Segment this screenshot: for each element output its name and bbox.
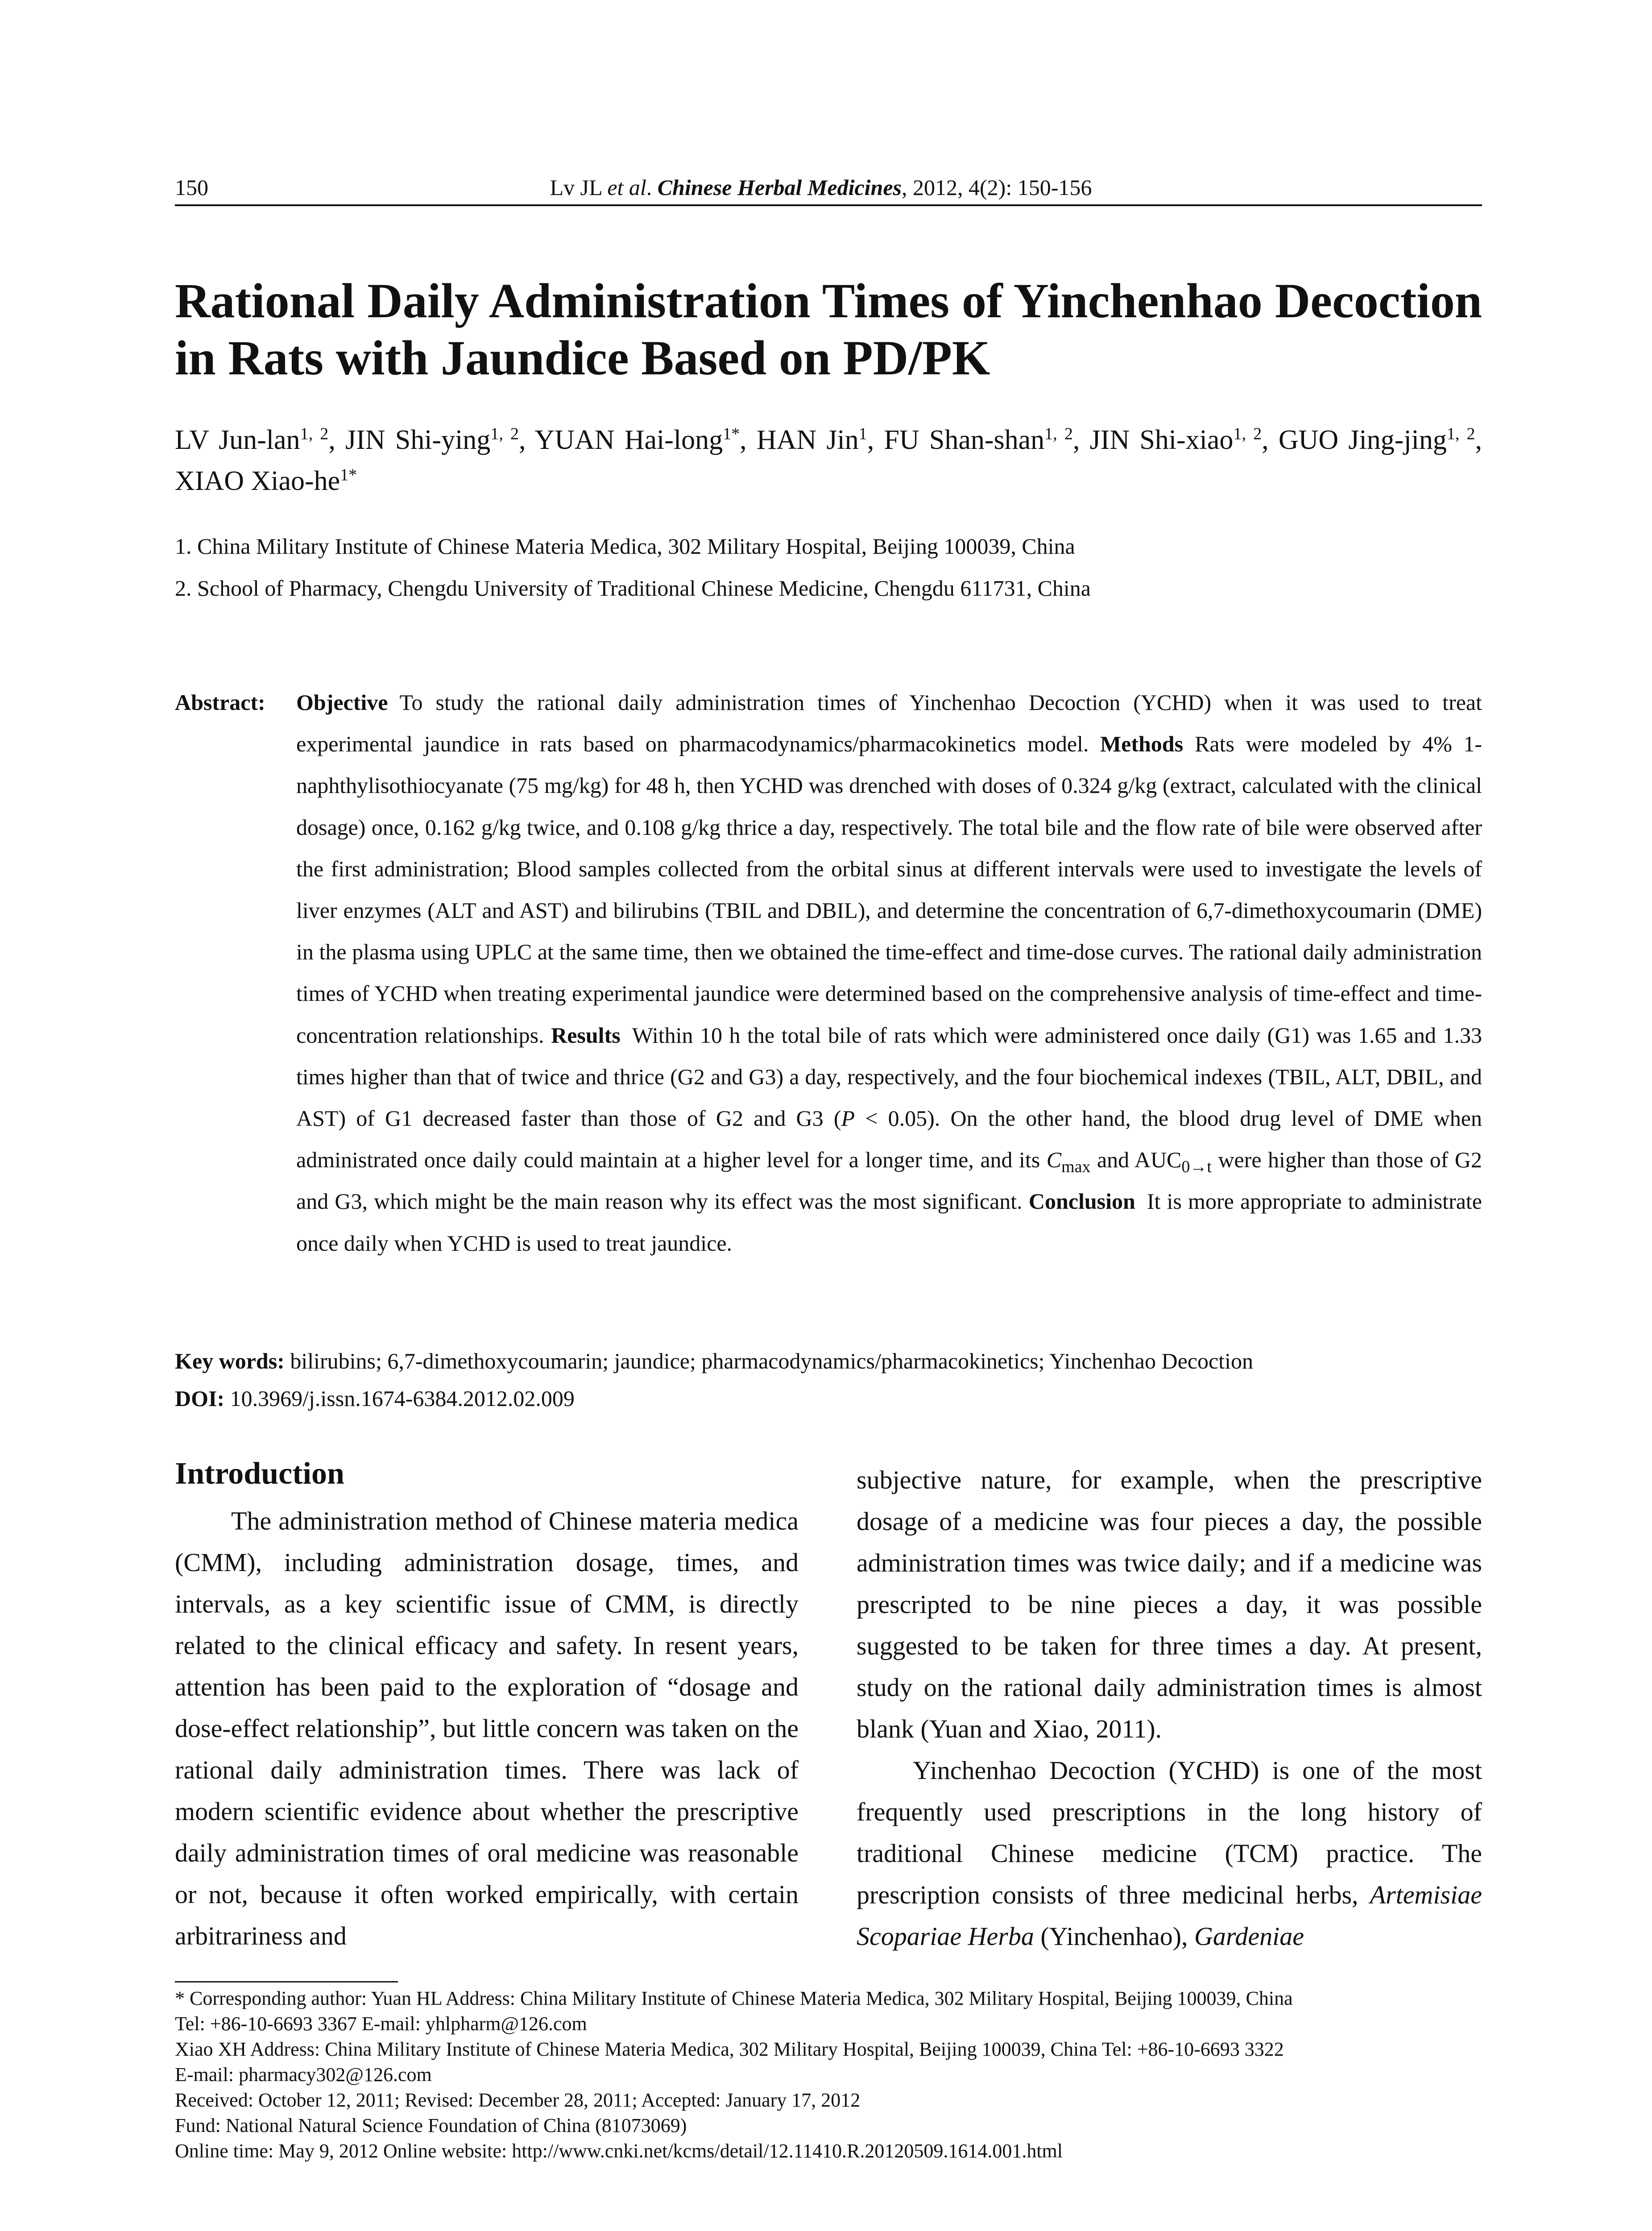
- keywords: [175, 1343, 1482, 1379]
- conclusion-label: Conclusion: [1028, 1189, 1135, 1214]
- intro-paragraph-2: [857, 1750, 1482, 1957]
- author-name: YUAN Hai-long: [534, 425, 723, 455]
- affiliation-1: 1. China Military Institute of Chinese Materia Medica, 302 Military Hospital, Beijing 100039, China: [175, 534, 1075, 559]
- author-name: FU Shan-shan: [884, 425, 1045, 455]
- intro-paragraph-1-cont: subjective nature, for example, when the prescriptive dosage of a medicine was four pieces a day, the possible administration times was twice daily; and if a medicine was prescripted to be nine pieces a day, it was possible suggested to be taken for three times a day. At present, study on the rational daily administration times is almost blank (Yuan and Xiao, 2011).: [857, 1465, 1482, 1743]
- keywords-text: bilirubins; 6,7-dimethoxycoumarin; jaundice; pharmacodynamics/pharmacokinetics; Yinchenhao Decoction: [284, 1348, 1253, 1373]
- methods-text: Rats were modeled by 4% 1-naphthylisothiocyanate (75 mg/kg) for 48 h, then YCHD was drenched with doses of 0.324 g/kg (extract, calculated with the clinical dosage) once, 0.162 g/kg twice, and 0.108 g/kg thrice a day, respectively. The total bile and the flow rate of bile were observed after the first administration; Blood samples collected from the orbital sinus at different intervals were used to investigate the levels of liver enzymes (ALT and AST) and bilirubins (TBIL and DBIL), and determine the concentration of 6,7-dimethoxycoumarin (DME) in the plasma using UPLC at the same time, then we obtained the time-effect and time-dose curves. The rational daily administration times of YCHD when treating experimental jaundice were determined based on the comprehensive analysis of time-effect and time-concentration relationships.: [296, 731, 1482, 1048]
- citation-dot: .: [646, 175, 658, 200]
- cmax-subscript: max: [1061, 1157, 1091, 1177]
- abstract-body: [296, 682, 1482, 1264]
- page-number: 150: [175, 175, 208, 200]
- citation-authors: Lv JL: [550, 175, 608, 200]
- keywords-label: Key words:: [175, 1348, 285, 1373]
- affiliation-2: 2. School of Pharmacy, Chengdu University of Traditional Chinese Medicine, Chengdu 611731, China: [175, 576, 1091, 601]
- results-text-2: < 0.05). On the other hand, the blood drug level of DME when administrated once daily could maintain at a higher level for a longer time, and its: [296, 1106, 1482, 1173]
- objective-text: To study the rational daily administration times of Yinchenhao Decoction (YCHD) when it was used to treat experimental jaundice in rats based on pharmacodynamics/pharmacokinetics model.: [296, 690, 1482, 757]
- author-affiliation-marker: 1, 2: [1044, 424, 1073, 444]
- citation-rest: , 2012, 4(2): 150-156: [902, 175, 1092, 200]
- footnote-contact-1: Tel: +86-10-6693 3367 E-mail: yhlpharm@126.com: [175, 2013, 587, 2035]
- author-affiliation-marker: 1*: [723, 424, 740, 444]
- results-label: Results: [551, 1022, 621, 1048]
- doi: [175, 1381, 1482, 1416]
- footnote-contact-2: E-mail: pharmacy302@126.com: [175, 2064, 432, 2086]
- results-text-3: and AUC: [1090, 1147, 1182, 1173]
- author-name: XIAO Xiao-he: [175, 466, 340, 496]
- footnote-fund: Fund: National Natural Science Foundation of China (81073069): [175, 2115, 687, 2136]
- right-column: [857, 1459, 1482, 1957]
- author-name: HAN Jin: [756, 425, 859, 455]
- intro-paragraph-2-text: Yinchenhao Decoction (YCHD) is one of the most frequently used prescriptions in the long history of traditional Chinese medicine (TCM) practice. The prescription consists of three medicinal herbs,: [857, 1756, 1482, 1909]
- introduction-heading: Introduction: [175, 1456, 344, 1491]
- left-column: [175, 1500, 799, 1957]
- auc-subscript: 0→t: [1181, 1157, 1212, 1177]
- author-affiliation-marker: 1, 2: [490, 424, 519, 444]
- doi-label: DOI:: [175, 1386, 225, 1411]
- abstract-label: Abstract:: [175, 690, 265, 715]
- author-affiliation-marker: 1: [858, 424, 867, 444]
- author-name: LV Jun-lan: [175, 425, 300, 455]
- footnote-dates: Received: October 12, 2011; Revised: December 28, 2011; Accepted: January 17, 2012: [175, 2089, 861, 2111]
- footnote-rule: [175, 1981, 398, 1982]
- doi-text: 10.3969/j.issn.1674-6384.2012.02.009: [224, 1386, 575, 1411]
- results-p-symbol: P: [841, 1106, 855, 1131]
- author-name: JIN Shi-ying: [345, 425, 491, 455]
- author-list: LV Jun-lan$^{1, 2}$, JIN Shi-ying$^{1, 2}$, YUAN Hai-long$^{1*}$, HAN Jin$^1$, FU Shan-shan$^{1, 2}$, JIN Shi-xiao$^{1, 2}$, GUO Jing-jing$^{1, 2}$, XIAO Xiao-$he^{1*}$: [175, 424, 1482, 496]
- objective-label: Objective: [296, 690, 388, 715]
- header-rule: [175, 204, 1482, 206]
- footnote-corresponding-author: * Corresponding author: Yuan HL Address: China Military Institute of Chinese Materia Medica, 302 Military Hospital, Beijing 100039, China: [175, 1987, 1293, 2009]
- methods-label: Methods: [1100, 731, 1184, 757]
- intro-paragraph-1: The administration method of Chinese materia medica (CMM), including administration dosage, times, and intervals, as a key scientific issue of CMM, is directly related to the clinical efficacy and safety. In resent years, attention has been paid to the exploration of “dosage and dose-effect relationship”, but little concern was taken on the rational daily administration times. There was lack of modern scientific evidence about whether the prescriptive daily administration times of oral medicine was reasonable or not, because it often worked empirically, with certain arbitrariness and: [175, 1506, 799, 1950]
- article-title: Rational Daily Administration Times of Yinchenhao Decoction in Rats with Jaundice Based on PD/PK: [175, 274, 1482, 385]
- footnote-author-2: Xiao XH Address: China Military Institute of Chinese Materia Medica, 302 Military Hospital, Beijing 100039, China Tel: +86-10-6693 3322: [175, 2038, 1284, 2060]
- intro-paragraph-2-text-2: (Yinchenhao),: [1034, 1922, 1195, 1951]
- running-header: [509, 173, 1133, 202]
- author-affiliation-marker: 1, 2: [1233, 424, 1262, 444]
- author-affiliation-marker: 1, 2: [300, 424, 329, 444]
- author-name: GUO Jing-jing: [1278, 425, 1447, 455]
- author-name: JIN Shi-xiao: [1089, 425, 1234, 455]
- citation-etal: et al: [607, 175, 646, 200]
- journal-name: Chinese Herbal Medicines: [657, 175, 902, 200]
- results-text-4: were higher than those of G2 and G3, which might be the main reason why its effect was the most significant.: [296, 1147, 1482, 1214]
- results-text: Within 10 h the total bile of rats which were administered once daily (G1) was 1.65 and 1.33 times higher than that of twice and thrice (G2 and G3) a day, respectively, and the four biochemical indexes (TBIL, ALT, DBIL, and AST) of G1 decreased faster than those of G2 and G3 (: [296, 1022, 1482, 1131]
- author-affiliation-marker: 1*: [340, 465, 357, 485]
- herb-name-latin-2: Gardeniae: [1194, 1922, 1304, 1951]
- author-affiliation-marker: 1, 2: [1446, 424, 1475, 444]
- footnote-online: Online time: May 9, 2012 Online website: http://www.cnki.net/kcms/detail/12.11410.R.20120509.1614.001.html: [175, 2140, 1063, 2162]
- cmax-symbol: C: [1046, 1147, 1062, 1173]
- conclusion-text: It is more appropriate to administrate once daily when YCHD is used to treat jaundice.: [296, 1189, 1482, 1256]
- herb-name-latin: Artemisiae Scopariae Herba: [857, 1880, 1482, 1951]
